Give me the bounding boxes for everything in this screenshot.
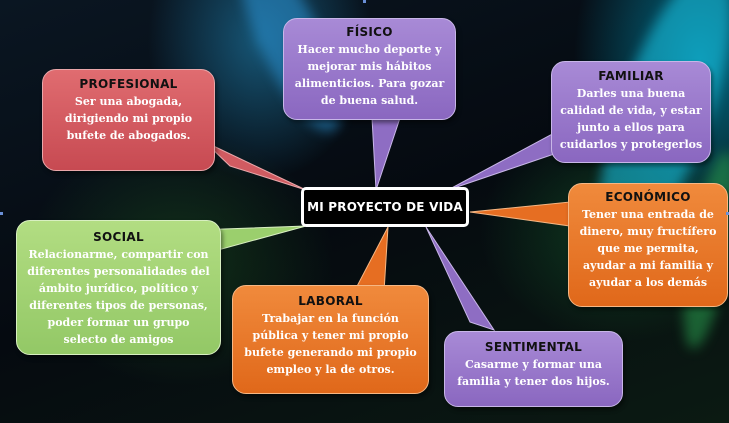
node-familiar bbox=[551, 61, 711, 163]
node-social bbox=[16, 220, 221, 355]
tail-sentimental bbox=[426, 227, 494, 330]
tail-profesional bbox=[205, 142, 306, 190]
node-title: PROFESIONAL bbox=[79, 77, 178, 91]
tail-fisico bbox=[372, 118, 400, 190]
node-text: Trabajar en la función pública y tener mi propio bufete generando mi propio empleo y la de otros. bbox=[244, 312, 417, 376]
node-text: Tener una entrada de dinero, muy fructífero que me permita, ayudar a mi familia y ayudar a los demás bbox=[579, 208, 717, 289]
selection-handle[interactable] bbox=[0, 212, 3, 215]
center-node bbox=[301, 187, 469, 227]
node-title: SOCIAL bbox=[93, 230, 144, 244]
center-label: MI PROYECTO DE VIDA bbox=[307, 200, 463, 214]
selection-handle[interactable] bbox=[363, 0, 366, 3]
node-fisico bbox=[283, 18, 456, 120]
node-text: Darles una buena calidad de vida, y estar junto a ellos para cuidarlos y protegerlos bbox=[559, 87, 703, 151]
node-text: Casarme y formar una familia y tener dos hijos. bbox=[457, 358, 610, 388]
tail-laboral bbox=[354, 227, 388, 292]
node-sentimental bbox=[444, 331, 623, 407]
tail-familiar bbox=[448, 132, 566, 190]
node-text: Relacionarme, compartir con diferentes personalidades del ámbito jurídico, político y diferentes tipos de personas, poder formar un grupo selecto de amigos bbox=[27, 248, 210, 346]
node-title: SENTIMENTAL bbox=[484, 340, 583, 354]
node-title: FAMILIAR bbox=[598, 69, 664, 83]
node-text: Ser una abogada, dirigiendo mi propio bufete de abogados. bbox=[64, 95, 193, 142]
tail-economico bbox=[470, 202, 570, 226]
node-laboral bbox=[232, 285, 429, 394]
node-text: Hacer mucho deporte y mejorar mis hábitos alimenticios. Para gozar de buena salud. bbox=[294, 43, 445, 107]
node-title: LABORAL bbox=[298, 294, 363, 308]
node-profesional bbox=[42, 69, 215, 171]
node-title: ECONÓMICO bbox=[605, 190, 691, 204]
node-title: FÍSICO bbox=[346, 25, 393, 39]
node-economico bbox=[568, 183, 728, 307]
